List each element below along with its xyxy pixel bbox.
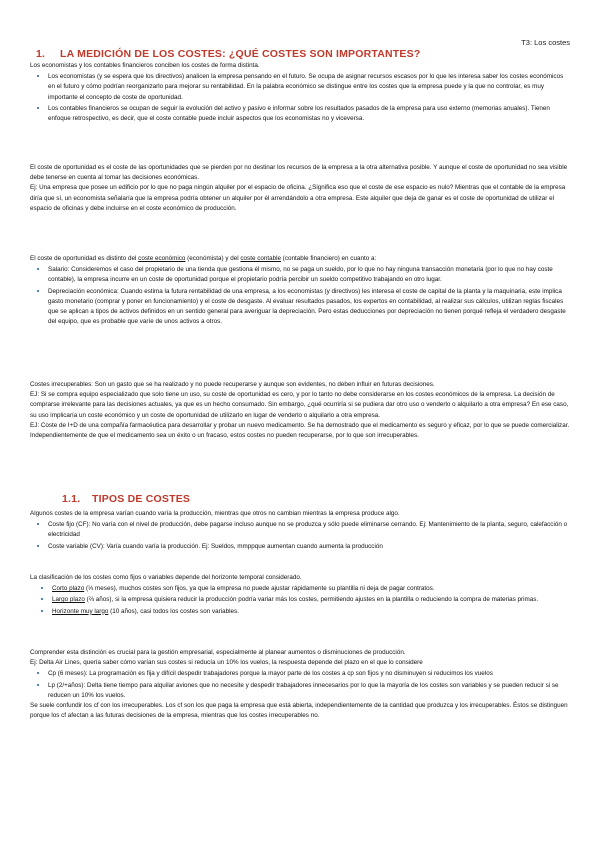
paragraph: La clasificación de los costes como fijos o variables depende del horizonte temporal considerado. [30,574,302,581]
text-fragment: (⅓ meses), muchos costes son fijos, ya que la empresa no puede ajustar rápidamente su plantilla ni deja de pagar contratos. [84,585,435,593]
paragraph: EJ: Si se compra equipo especializado que solo tiene un uso, su coste de oportunidad es cero, y por lo tanto no debe considerarse en los costes económicos de la empresa. La decisión de comprarse irrelevante para las decisiones actuales, ya que es un hecho consumado. Sin embargo, ¿qué ocurriría si se pudiera dar otro uso o venderlo o alquilarlo a otra empresa? En ese caso, su uso implicaría un coste económico y un coste de oportunidad de utilizarlo en lugar de venderlo o alquilarlo a otra empresa. [30,391,569,419]
paragraph: Ej: Delta Air Lines, quería saber cómo varían sus costes si reducía un 10% los vuelos, la respuesta depende del plazo en el que lo considere [30,659,423,667]
section-1-title: LA MEDICIÓN DE LOS COSTES: ¿QUÉ COSTES SON IMPORTANTES? [60,48,421,60]
long-term-label: Largo plazo [52,596,85,604]
paragraph: Costes irrecuperables: Son un gasto que se ha realizado y no puede recuperarse y aunque son evidentes, no deben influir en futuras decisiones. [30,381,435,388]
text-fragment: (⅔ años), si la empresa quisiera reducir la producción podría variar más los costes, permitiendo ajustes en la plantilla o reduciendo la compra de materias primas. [84,596,539,604]
list-item: • Lp (2/+años): Delta tiene tiempo para alquilar aviones que no necesite y despedir trabajadores innecesarios por lo que la mayoría de los costes son variables y se pueden reducir si se reducen un 10% los vuelos. [48,680,570,701]
time-horizon-bullets [30,583,570,617]
section-1-1-heading [62,493,190,505]
time-horizon-block [30,573,570,617]
list-item [52,606,570,617]
paragraph: El coste de oportunidad es el coste de las oportunidades que se pierden por no destinar los recursos de la empresa a la otra alternativa posible. Y aunque el coste de oportunidad no sea visible debe tenerse en cuenta al tomar las decisiones económicas. [30,164,568,182]
section-1-1-number: 1.1. [62,493,81,505]
section-1-heading [36,48,420,60]
accounting-cost-term: coste contable [240,255,281,262]
list-item [52,583,570,594]
economic-cost-term: coste económico [138,255,186,262]
text-fragment: (económista) y del [185,255,241,262]
list-item: • Los contables financieros se ocupan de seguir la evolución del activo y pasivo e informar sobre los resultados pasados de la empresa para uso externo (memorias anuales). Tienen enfoque retrospectivo, es decir, que el coste contable puede incluir aspectos que los economistas no y viceversa. [48,103,570,124]
section-1-intro-block [30,61,570,124]
list-item: • Depreciación económica: Cuando estima la futura rentabilidad de una empresa, a los economistas (y directivos) les interesa el coste de capital de la planta y la maquinaria, este implica gasto monetario (comprar y poner en funcionamiento) y el coste de desgaste. Al evaluar resultados pasados, los expertos en contabilidad, al realizar sus cálculos, utilizan reglas fiscales que se aplican a tipos de activos definidos en un sentido general para averiguar la depreciación. Pero estas deducciones por depreciación no tienen porqué refleja el verdadero desgaste del equipo, que es probable que varíe de unos activos a otros. [48,286,570,328]
delta-example-block [30,648,570,721]
delta-bullets [30,668,570,701]
page-header-topic: T3: Los costes [521,38,570,47]
paragraph: Comprender esta distinción es crucial para la gestión empresarial, especialmente al planear aumentos o disminuciones de producción. [30,649,406,656]
section-1-number: 1. [36,48,46,60]
section-1-1-title: TIPOS DE COSTES [92,493,191,505]
text-fragment: (contable financiero) en cuanto a: [281,255,377,262]
paragraph: Se suele confundir los cf con los irrecuperables. Los cf son los que paga la empresa que está abierta, independientemente de la cantidad que produzca y los irrecuperables. Éstos se distinguen porque los cf afectan a las futuras decisiones de la empresa, mientras que los costes irrecuperables no. [30,702,568,720]
cost-types-bullets [30,519,570,552]
cost-difference-block [30,254,570,327]
short-term-label: Corto plazo [52,585,85,593]
list-item: • Salario: Consideremos el caso del propietario de una tienda que gestiona él mismo, no se paga un sueldo, por lo que no hay ninguna transacción monetaria (por lo que no hay coste contable), la empresa incurre en un coste de oportunidad porque el propietario podría percibir un sueldo competitivo trabajando en otro lugar. [48,264,570,285]
opportunity-cost-block [30,163,570,214]
paragraph: Ej: Una empresa que posee un edificio por lo que no paga ningún alquiler por el espacio de oficina. ¿Significa eso que el coste de ese espacio es nulo? Mientras que el contable de la empresa diría que sí, un economista señalaría que la empresa podría obtener un alquiler por él arrendándolo a otra empresa. Este alquiler que deja de ganar es el coste de oportunidad de utilizar el espacio de oficinas y debe incluirse en el coste económico de producción. [30,184,566,212]
section-1-bullets [30,71,570,124]
text-fragment: (10 años), casi todos los costes son variables. [108,607,239,615]
paragraph [30,254,570,264]
paragraph: Algunos costes de la empresa varían cuando varía la producción, mientras que otros no cambian mientras la empresa produce algo. [30,510,400,517]
list-item [52,594,570,605]
list-item: • Coste fijo (CF): No varía con el nivel de producción, debe pagarse incluso aunque no se produzca y sólo puede eliminarse cerrando. Ej: Mantenimiento de la planta, seguro, calefacción o electricidad [48,519,570,540]
very-long-term-label: Horizonte muy largo [52,607,109,615]
cost-difference-bullets [30,264,570,327]
list-item: • Los economistas (y se espera que los directivos) analicen la empresa pensando en el futuro. Se ocupa de asignar recursos escasos por lo que les interesa saber los costes económicos en el futuro y cómo podrían reorganizarlo para mejorar su rentabilidad. En la palabra económico se distingue entre los costes que la empresa puede y la que no controlar, es muy importante el concepto de coste de oportunidad. [48,71,570,103]
list-item: • Cp (6 meses): La programación es fija y difícil despedir trabajadores porque la mayor parte de los costes a cp son fijos y no disminuyen si reducimos los vuelos [48,668,570,679]
cost-types-block [30,509,570,552]
sunk-costs-block [30,380,570,441]
text-fragment: El coste de oportunidad es distinto del [30,255,139,262]
list-item: • Coste variable (CV): Varía cuando varía la producción. Ej: Sueldos, mmppque aumentan cuando aumenta la producción [48,541,570,552]
section-1-intro: Los economistas y los contables financieros conciben los costes de forma distinta. [30,62,260,69]
paragraph: EJ: Coste de I+D de una compañía farmacéutica para desarrollar y probar un nuevo medicamento. Se ha demostrado que el medicamento es seguro y eficaz, por lo que se puede comercializar. Independientemente de que el medicamento sea un éxito o un fracaso, estos costes no pueden recuperarse, por lo que son irrecuperables. [30,421,570,440]
